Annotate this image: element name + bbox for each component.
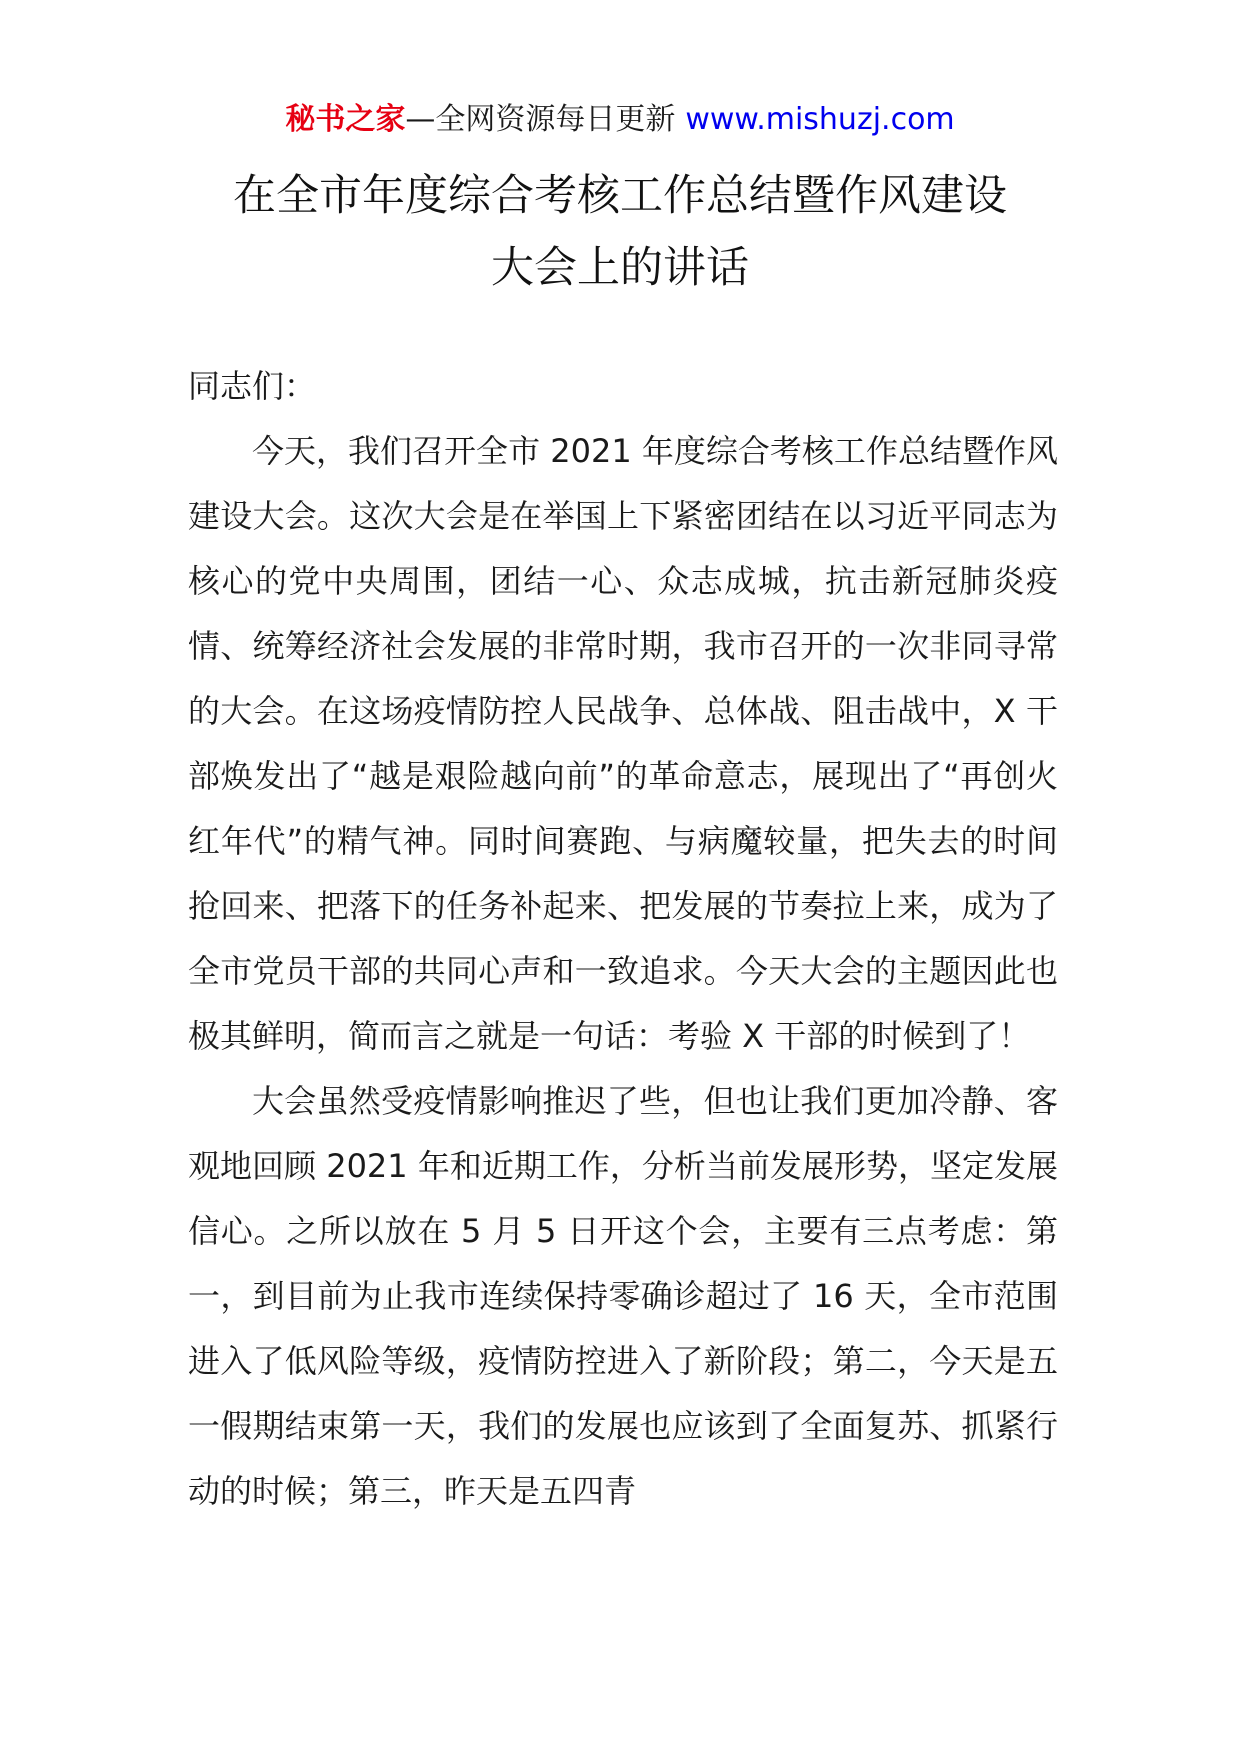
site-brand: 秘书之家: [285, 102, 406, 137]
site-header: [0, 98, 1240, 142]
title-line-1: 在全市年度综合考核工作总结暨作风建设: [233, 171, 1007, 221]
salutation: 同志们：: [188, 367, 317, 405]
site-url-link[interactable]: www.mishuzj.com: [685, 102, 955, 137]
body-paragraph-2: 大会虽然受疫情影响推迟了些，但也让我们更加冷静、客观地回顾 2021 年和近期工作，分析当前发展形势，坚定发展信心。之所以放在 5 月 5 日开这个会，主要有三点考虑：第一，到目前为止我市连续保持零确诊超过了 16 天，全市范围进入了低风险等级，疫情防控进入了新阶段；第二，今天是五一假期结束第一天，我们的发展也应该到了全面复苏、抓紧行动的时候；第三，昨天是五四青: [188, 1082, 1058, 1510]
document-title: [140, 160, 1100, 304]
site-tagline: —全网资源每日更新: [405, 102, 676, 137]
title-line-2: 大会上的讲话: [491, 243, 749, 293]
body-paragraph-1: 今天，我们召开全市 2021 年度综合考核工作总结暨作风建设大会。这次大会是在举国上下紧密团结在以习近平同志为核心的党中央周围，团结一心、众志成城，抗击新冠肺炎疫情、统筹经济社会发展的非常时期，我市召开的一次非同寻常的大会。在这场疫情防控人民战争、总体战、阻击战中，X 干部焕发出了“越是艰险越向前”的革命意志，展现出了“再创火红年代”的精气神。同时间赛跑、与病魔较量，把失去的时间抢回来、把落下的任务补起来、把发展的节奏拉上来，成为了全市党员干部的共同心声和一致追求。今天大会的主题因此也极其鲜明，简而言之就是一句话：考验 X 干部的时候到了！: [188, 432, 1058, 1055]
document-body: [188, 354, 1058, 1524]
